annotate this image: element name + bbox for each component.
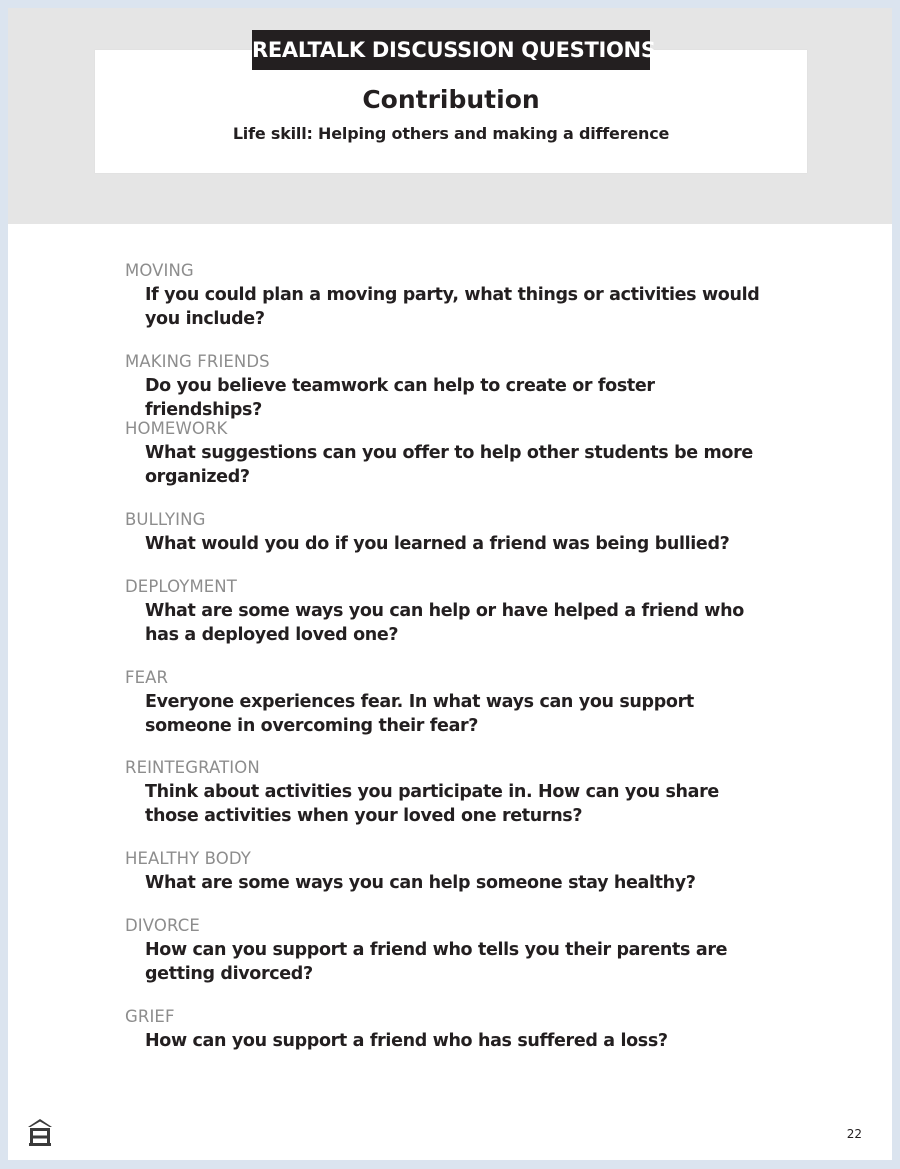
section-banner: REALTALK DISCUSSION QUESTIONS — [252, 30, 650, 70]
topic-label: MAKING FRIENDS — [125, 352, 270, 371]
topic-question: Everyone experiences fear. In what ways can you support someone in overcoming their fear? — [145, 692, 694, 736]
topic-deployment — [125, 577, 765, 647]
page — [8, 8, 892, 1160]
topic-moving — [125, 261, 765, 331]
topic-question: How can you support a friend who has suffered a loss? — [145, 1031, 668, 1051]
topic-question: What are some ways you can help or have helped a friend who has a deployed loved one? — [145, 601, 744, 645]
topic-question: How can you support a friend who tells you their parents are getting divorced? — [145, 940, 728, 984]
topic-label: DEPLOYMENT — [125, 577, 237, 596]
topic-question: What would you do if you learned a friend was being bullied? — [145, 534, 730, 554]
topic-grief — [125, 1007, 765, 1054]
topic-making-friends — [125, 352, 765, 422]
topic-label: MOVING — [125, 261, 194, 280]
topic-label: HOMEWORK — [125, 419, 228, 438]
topic-label: REINTEGRATION — [125, 758, 260, 777]
topic-question: Think about activities you participate in. How can you share those activities when your loved one returns? — [145, 782, 719, 826]
topic-label: GRIEF — [125, 1007, 175, 1026]
topic-bullying — [125, 510, 765, 557]
topic-label: BULLYING — [125, 510, 206, 529]
topic-question: What suggestions can you offer to help other students be more organized? — [145, 443, 753, 487]
topic-healthy-body — [125, 849, 765, 896]
page-number: 22 — [846, 1127, 862, 1141]
topic-label: FEAR — [125, 668, 169, 687]
topic-question: Do you believe teamwork can help to create or foster friendships? — [145, 376, 655, 420]
page-title: Contribution — [362, 85, 540, 114]
topic-question: If you could plan a moving party, what things or activities would you include? — [145, 285, 760, 329]
topic-fear — [125, 668, 765, 738]
topic-homework — [125, 419, 765, 489]
topic-label: DIVORCE — [125, 916, 200, 935]
house-logo-icon — [26, 1117, 54, 1147]
topic-divorce — [125, 916, 765, 986]
page-subtitle: Life skill: Helping others and making a difference — [232, 124, 670, 143]
topic-reintegration — [125, 758, 765, 828]
topic-question: What are some ways you can help someone stay healthy? — [145, 873, 696, 893]
topic-label: HEALTHY BODY — [125, 849, 251, 868]
